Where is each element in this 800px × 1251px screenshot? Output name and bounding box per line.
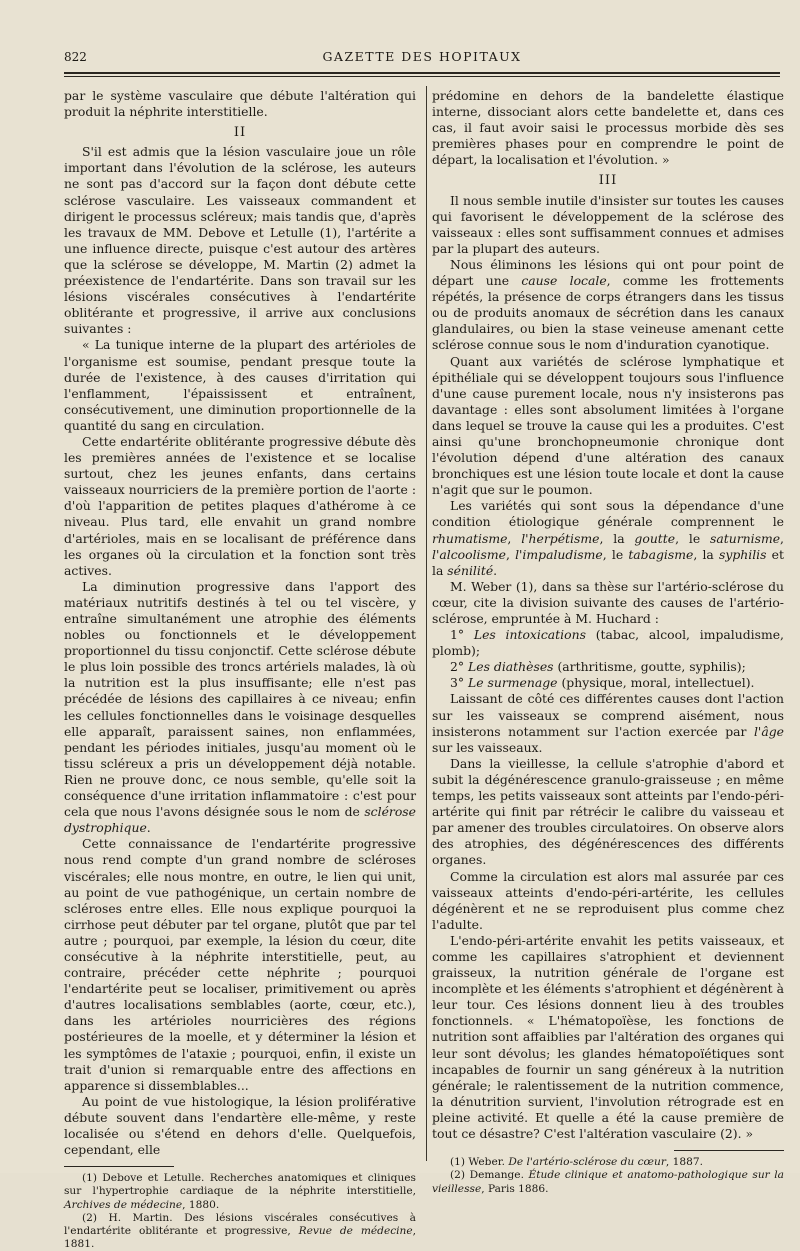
text-run: , Paris 1886. [481,1182,549,1195]
text-run: Laissant de côté ces différentes causes dont l'action sur les vaisseaux se comprend aisément, nous insisterons notamment sur l'action exercée par [432,691,784,739]
text-run: 3° [450,675,469,691]
list-item [432,659,784,675]
text-run: , 1887. [665,1156,703,1169]
italic-term: sénilité [447,562,494,578]
text-run: (1) Weber. [450,1156,509,1169]
text-run: , [507,530,522,546]
left-column [64,88,416,1251]
italic-term: tabagisme [628,546,694,562]
paragraph [432,691,784,755]
paragraph [64,579,416,837]
page-header [64,44,780,74]
list-item [432,627,784,659]
paragraph: M. Weber (1), dans sa thèse sur l'artério-sclérose du cœur, cite la division suivante des causes de l'artério-sclérose, empruntée à M. Huchard : [432,578,784,626]
text-run: , le [602,546,629,562]
paragraph: « La tunique interne de la plupart des artérioles de l'organisme est soumise, pendant presque toute la durée de l'existence, à des causes d'irritation qui l'enflamment, l'épaississent et entraînent, consécutivement, une diminution proportionnelle de la quantité du sang en circulation. [64,337,416,433]
text-run: (tabac, alcool, impaludisme, plomb); [432,627,784,659]
text-run: (1) Debove et Letulle. Recherches anatomiques et cliniques sur l'hypertrophie cardiaque de la néphrite interstitielle, [64,1172,416,1198]
right-column [432,88,784,1196]
page-number: 822 [64,50,87,64]
italic-title: Archives de médecine [64,1198,183,1211]
text-run: (arthritisme, goutte, syphilis); [553,659,746,675]
paragraph [432,498,784,578]
footnote-rule [674,1150,784,1151]
italic-term: rhumatisme [432,530,508,546]
footnote [64,1212,416,1251]
paragraph: Dans la vieillesse, la cellule s'atrophie d'abord et subit la dégénérescence granulo-graisseuse ; en même temps, les petits vaisseaux sont atteints par l'endo-péri-artérite qui finit par rétrécir le calibre du vaisseau et par amener des troubles circulatoires. On observe alors des atrophies, des dégénérescences des différents organes. [432,755,784,868]
text-run: . [146,820,151,836]
italic-term: l'impaludisme [515,546,603,562]
paragraph [432,257,784,354]
paragraph: Cette connaissance de l'endartérite progressive nous rend compte d'un grand nombre de scléroses viscérales; elle nous montre, en outre, le lien qui unit, au point de vue pathogénique, un certain nombre de scléroses entre elles. Elle nous explique pourquoi la cirrhose peut débuter par tel organe, plutôt que par tel autre ; pourquoi, par exemple, la lésion du cœur, dite consécutive à la néphrite interstitielle, peut, au contraire, précéder cette néphrite ; pourquoi l'endartérite peut se localiser, primitivement ou après d'autres localisations semblables (aorte, cœur, etc.), dans les artérioles nourricières des régions postérieures de la moelle, et y déterminer la lésion et les symptômes de l'ataxie ; pourquoi, enfin, il existe un trait d'union si remarquable entre des affections en apparence si dissemblables... [64,836,416,1093]
paragraph: Il nous semble inutile d'insister sur toutes les causes qui favorisent le développement de la sclérose des vaisseaux : elles sont suffisamment connues et admises par la plupart des auteurs. [432,192,784,256]
section-heading: II [233,125,247,141]
journal-title: GAZETTE DES HOPITAUX [322,49,522,64]
italic-title: Étude clinique et anatomo-pathologique sur la vieillesse [432,1169,784,1195]
list-item [432,675,784,691]
text-run: (physique, moral, intellectuel). [557,675,755,691]
text-run: 2° [450,659,469,675]
text-run: , [780,530,784,546]
italic-term: l'herpétisme [521,530,600,546]
text-run: , le [675,530,711,546]
italic-title: De l'artério-sclérose du cœur [508,1156,666,1169]
italic-term: cause locale [521,273,607,289]
header-rule-thick [64,72,780,74]
text-run: Nous éliminons les lésions qui ont pour point de départ une [432,256,784,289]
footnote [432,1156,784,1169]
italic-term: syphilis [718,546,767,562]
footnote-rule [64,1166,174,1167]
text-run: (2) H. Martin. Des lésions viscérales consécutives à l'endartérite oblitérante et progressive, [64,1211,416,1237]
text-run: Les variétés qui sont sous la dépendance d'une condition étiologique générale comprennent le [432,498,784,530]
footnote [64,1172,416,1212]
text-run: La diminution progressive dans l'apport des matériaux nutritifs destinés à tel ou tel viscère, y entraîne simultanément une atrophie des éléments nobles ou fonctionnels et le développement proportionnel du tissu conjonctif. Cette sclérose débute le plus loin possible des troncs artériels malades, là où la nutrition est la plus insuffisante; elle n'est pas précédée de lésions des capillaires à ce niveau; enfin les cellules fonctionnelles dans le voisinage desquelles elle apparaît, paraissent saines, non enflammées, pendant les périodes initiales, jusqu'au moment où le tissu scléreux a pris un développement déjà notable. Rien ne prouve donc, ce nous semble, qu'elle soit la conséquence d'une irritation inflammatoire : c'est pour cela que nous l'avons désignée sous le nom de [64,578,416,820]
text-run: , la [599,530,635,546]
paragraph: L'endo-péri-artérite envahit les petits vaisseaux, et comme les capillaires s'atrophient et deviennent graisseux, la nutrition générale de l'organe est incomplète et les éléments s'atrophient et dégénèrent à leur tour. Ces lésions donnent lieu à des troubles fonctionnels. « L'hématopoïèse, les fonctions de nutrition sont affaiblies par l'altération des organes qui leur sont dévolus; les glandes hématopoïétiques sont incapables de fournir un sang généreux à la nutrition générale; le ralentissement de la nutrition commence, la dénutrition survient, l'involution rétrograde est en pleine activité. Et quelle a été la cause première de tout ce désastre? C'est l'altération vasculaire (2). » [432,932,784,1141]
column-separator [426,86,427,1161]
text-run: et la [432,546,784,578]
text-run: 1° [450,627,474,643]
italic-title: Revue de médecine [298,1225,413,1237]
paragraph: Au point de vue histologique, la lésion proliférative débute souvent dans l'endartère elle-même, y reste localisée ou s'étend en dehors d'elle. Quelquefois, cependant, elle [64,1093,416,1158]
paragraph: par le système vasculaire que débute l'altération qui produit la néphrite interstitielle. [64,88,416,120]
paragraph: Quant aux variétés de sclérose lymphatique et épithéliale qui se développent toujours sous l'influence d'une cause purement locale, nous n'y insisterons pas davantage : elles sont absolument limitées à l'organe dans lequel se trouve la cause qui les a produites. C'est ainsi qu'une bronchopneumonie chronique dont l'évolution dépend d'une altération des canaux bronchiques est une lésion toute locale et dont la cause n'agit que sur le poumon. [432,353,784,498]
text-run: , comme les frottements répétés, la présence de corps étrangers dans les tissus ou de produits anomaux de sécrétion dans les canaux glandulaires, ou bien la stase veineuse amenant cette sclérose connue sous le nom d'induration cyanotique. [432,273,784,353]
italic-term: Les intoxications [473,627,586,643]
text-run: , [505,546,516,562]
italic-term: l'âge [753,723,784,739]
section-heading: III [598,173,618,189]
italic-term: sclérose dystrophique [64,804,416,836]
italic-term: Les diathèses [468,659,554,675]
text-run: sur les vaisseaux. [432,739,543,755]
text-run: , la [693,546,719,562]
italic-term: saturnisme [710,530,781,546]
text-run: , 1881. [64,1225,417,1251]
italic-term: l'alcoolisme [432,546,506,562]
text-run: . [493,562,498,578]
text-run: (2) Demange. [450,1169,529,1182]
paragraph: prédomine en dehors de la bandelette élastique interne, dissociant alors cette bandelette et, dans ces cas, il faut avoir saisi le processus morbide dès ses premières phases pour en comprendre le point de départ, la localisation et l'évolution. » [432,88,784,168]
header-rule-thin [64,76,780,77]
paragraph: Cette endartérite oblitérante progressive débute dès les premières années de l'existence et se localise surtout, chez les jeunes enfants, dans certains vaisseaux nourriciers de la première portion de l'aorte : d'où l'apparition de petites plaques d'athérome à ce niveau. Plus tard, elle envahit un grand nombre d'artérioles, mais en se localisant de préférence dans les organes où la circulation et la fonction sont très actives. [64,433,416,578]
footnote [432,1169,784,1195]
italic-term: Le surmenage [468,675,558,691]
text-run: , 1880. [182,1198,220,1211]
italic-term: goutte [634,530,676,546]
paragraph: Comme la circulation est alors mal assurée par ces vaisseaux atteints d'endo-péri-artérite, les cellules dégénèrent et ne se reproduisent plus comme chez l'adulte. [432,868,784,932]
paragraph: S'il est admis que la lésion vasculaire joue un rôle important dans l'évolution de la sclérose, les auteurs ne sont pas d'accord sur la façon dont débute cette sclérose vasculaire. Les vaisseaux commandent et dirigent le processus scléreux; mais tandis que, d'après les travaux de MM. Debove et Letulle (1), l'artérite a une influence directe, puisque c'est autour des artères que la sclérose se développe, M. Martin (2) admet la préexistence de l'endartérite. Dans son travail sur les lésions viscérales consécutives à l'endartérite oblitérante et progressive, il arrive aux conclusions suivantes : [64,144,416,337]
